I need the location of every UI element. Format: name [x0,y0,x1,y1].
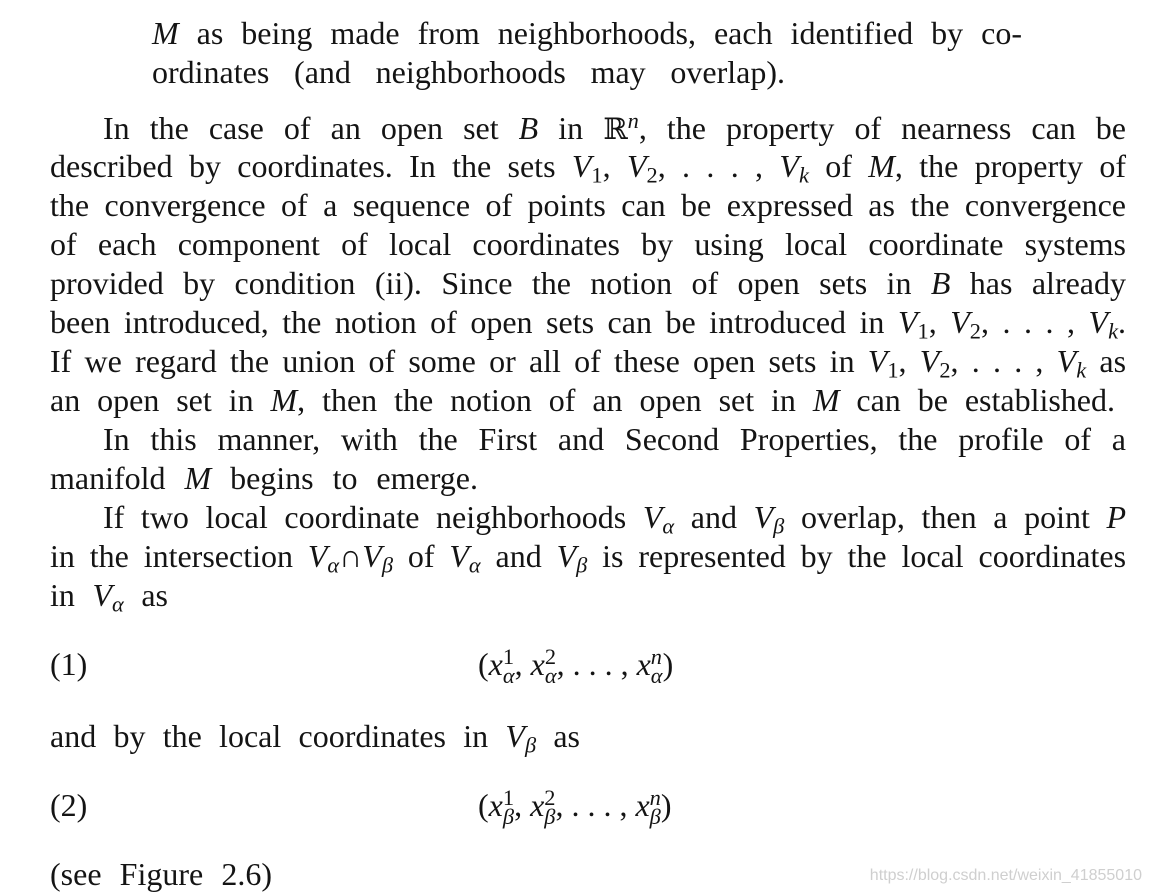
math-symbol [642,499,675,539]
math-subscript: β [649,804,661,830]
text-line [103,109,1126,148]
math-subscript: 1 [887,357,899,383]
text-run: described by coordinates. In the sets [50,148,572,184]
text-run: If two local coordinate neighborhoods [103,499,643,535]
text-run: , . . . , [657,148,780,184]
text-line [152,14,1022,53]
text-run: , . . . , [950,343,1057,379]
math-base: x [488,646,503,682]
math-symbol [1106,499,1126,535]
text-run: as [123,577,169,613]
text-run: an open set in [50,382,271,418]
math-base: M [812,382,840,418]
text-line [50,186,1126,225]
math-subscript: k [798,162,809,188]
math-symbol [556,538,588,578]
math-symbol [931,265,951,301]
text-line [103,498,1126,537]
math-subscript: 2 [969,318,981,344]
text-run: can be established. [839,382,1116,418]
math-symbol [635,785,661,830]
math-base: M [152,15,179,51]
math-base: V [362,538,382,574]
math-symbol [519,110,539,146]
math-subscript: α [662,513,675,539]
math-subscript: β [773,513,785,539]
text-line [50,342,1126,381]
text-run: , . . . , [555,787,636,823]
text-run: overlap, then a point [784,499,1107,535]
math-superscript: n [627,107,639,133]
text-run: . [1118,304,1127,340]
math-base: V [556,538,577,574]
math-symbol [362,538,393,578]
text-run: , [928,304,951,340]
math-superscript: n [650,644,662,670]
text-line [152,53,785,92]
text-run: of [808,148,869,184]
math-base: x [635,787,650,823]
math-symbol [626,148,658,188]
math-symbol [813,382,840,418]
text-run: been introduced, the notion of open sets can be introduced in [50,304,898,340]
math-symbol [636,644,663,689]
math-symbol [505,718,537,758]
math-base: V [753,499,774,535]
math-base: V [950,304,970,340]
math-base: V [571,148,592,184]
math-symbol [92,577,124,617]
text-run: If we regard the union of some or all of these open sets in [50,343,868,379]
math-symbol [488,644,515,689]
text-run: begins to emerge. [211,460,479,496]
text-run: , the property of [894,148,1127,184]
math-base: V [1088,304,1109,340]
text-run: , . . . , [556,646,637,682]
math-symbol [571,148,603,188]
text-run: In this manner, with the First and Second Properties, the profile of a [103,421,1126,457]
text-run: in the intersection [50,538,308,574]
math-base: ℝ [603,112,628,146]
text-run: , [514,787,531,823]
text-run: and [674,499,754,535]
math-symbol [867,343,899,383]
math-subscript: β [502,804,515,830]
math-base: x [530,787,545,823]
math-symbol [449,538,481,578]
math-symbol [530,785,556,830]
text-run: , [514,646,531,682]
math-scripts [650,644,663,689]
math-base: M [270,382,298,418]
math-base: V [779,148,799,184]
text-run: In the case of an open set [103,110,519,146]
math-superscript: 2 [544,785,556,811]
math-base: M [868,148,895,184]
math-subscript: k [1108,318,1119,344]
math-base: V [626,148,647,184]
text-run: ) [660,787,672,823]
text-run: the convergence of a sequence of points can be expressed as the convergence [50,187,1126,223]
text-run: and [480,538,557,574]
math-symbol [868,148,895,184]
math-subscript: k [1076,357,1087,383]
equation-label: (1) [50,646,88,682]
math-base: x [530,646,545,682]
math-superscript: 1 [502,644,515,670]
math-subscript: 1 [917,318,929,344]
text-run: and by the local coordinates in [50,718,506,754]
text-line [50,537,1126,576]
equation-2 [50,785,1126,830]
math-base: V [642,499,663,535]
math-scripts [544,644,557,689]
text-run: provided by condition (ii). Since the notion of open sets in [50,265,931,301]
text-run: ordinates (and neighborhoods may overlap). [152,54,785,90]
math-subscript: α [544,663,557,689]
math-symbol [271,382,298,418]
text-line [103,420,1126,459]
text-run: as [536,718,581,754]
text-run: in [50,577,93,613]
text-run: ∩ [339,538,363,574]
math-subscript: β [381,552,393,578]
text-line [50,225,1126,264]
text-line [50,381,1115,420]
text-line [50,858,272,890]
math-base: V [92,577,113,613]
math-subscript: β [576,552,588,578]
math-subscript: 2 [646,162,658,188]
math-superscript: n [649,785,661,811]
math-subscript: α [327,552,340,578]
math-scripts [502,644,515,689]
text-run: of each component of local coordinates by using local coordinate systems [50,226,1126,262]
math-subscript: α [650,663,663,689]
math-symbol [488,785,515,830]
text-run: manifold [50,460,185,496]
math-base: P [1106,499,1127,535]
math-subscript: α [502,663,515,689]
math-symbol [152,15,179,51]
math-base: B [518,110,539,146]
math-base: V [1056,343,1077,379]
math-base: V [449,538,469,574]
math-scripts [649,785,661,830]
math-base: x [636,646,651,682]
math-base: V [919,343,940,379]
math-scripts [544,785,556,830]
text-run: of [392,538,450,574]
math-symbol [897,304,929,344]
math-base: x [488,787,503,823]
math-superscript: 2 [544,644,557,670]
math-subscript: β [544,804,556,830]
text-run: as [1086,343,1127,379]
watermark-url: https://blog.csdn.net/weixin_41855010 [869,867,1142,884]
text-run: as being made from neighborhoods, each identified by co- [178,15,1022,51]
math-base: V [867,343,888,379]
math-symbol [919,343,951,383]
math-base: M [184,460,212,496]
math-symbol [1056,343,1087,383]
text-run: , the property of nearness can be [638,110,1127,146]
math-base: V [505,718,525,754]
math-superscript: 1 [502,785,515,811]
math-symbol [530,644,557,689]
math-symbol [950,304,981,344]
text-line [50,576,168,615]
math-base: V [307,538,328,574]
equation-expression [478,644,674,689]
text-line [50,303,1126,342]
math-symbol [753,499,785,539]
text-run: , [898,343,920,379]
math-symbol [184,460,211,496]
text-run: , . . . , [980,304,1089,340]
text-line [50,264,1126,303]
text-line [50,147,1126,186]
math-subscript: α [112,591,124,617]
math-symbol [307,538,340,578]
equation-label: (2) [50,787,88,823]
math-scripts [502,785,515,830]
text-run: (see Figure 2.6) [50,856,272,892]
math-symbol [603,107,639,146]
text-run: ( [478,646,489,682]
text-run: , then the notion of an open set in [297,382,813,418]
text-run: is represented by the local coordinates [587,538,1127,574]
math-subscript: α [468,552,481,578]
text-line [50,717,580,756]
math-base: B [930,265,951,301]
text-run: has already [950,265,1127,301]
text-run: ( [478,787,489,823]
math-base: V [897,304,918,340]
equation-expression [478,785,672,830]
math-symbol [1088,304,1119,344]
math-symbol [779,148,809,188]
text-run: ) [662,646,674,682]
equation-1 [50,644,1126,689]
math-subscript: β [524,732,537,758]
math-subscript: 1 [591,162,603,188]
text-line [50,459,478,498]
math-subscript: 2 [939,357,951,383]
text-run: , [602,148,627,184]
text-run: in [538,110,604,146]
